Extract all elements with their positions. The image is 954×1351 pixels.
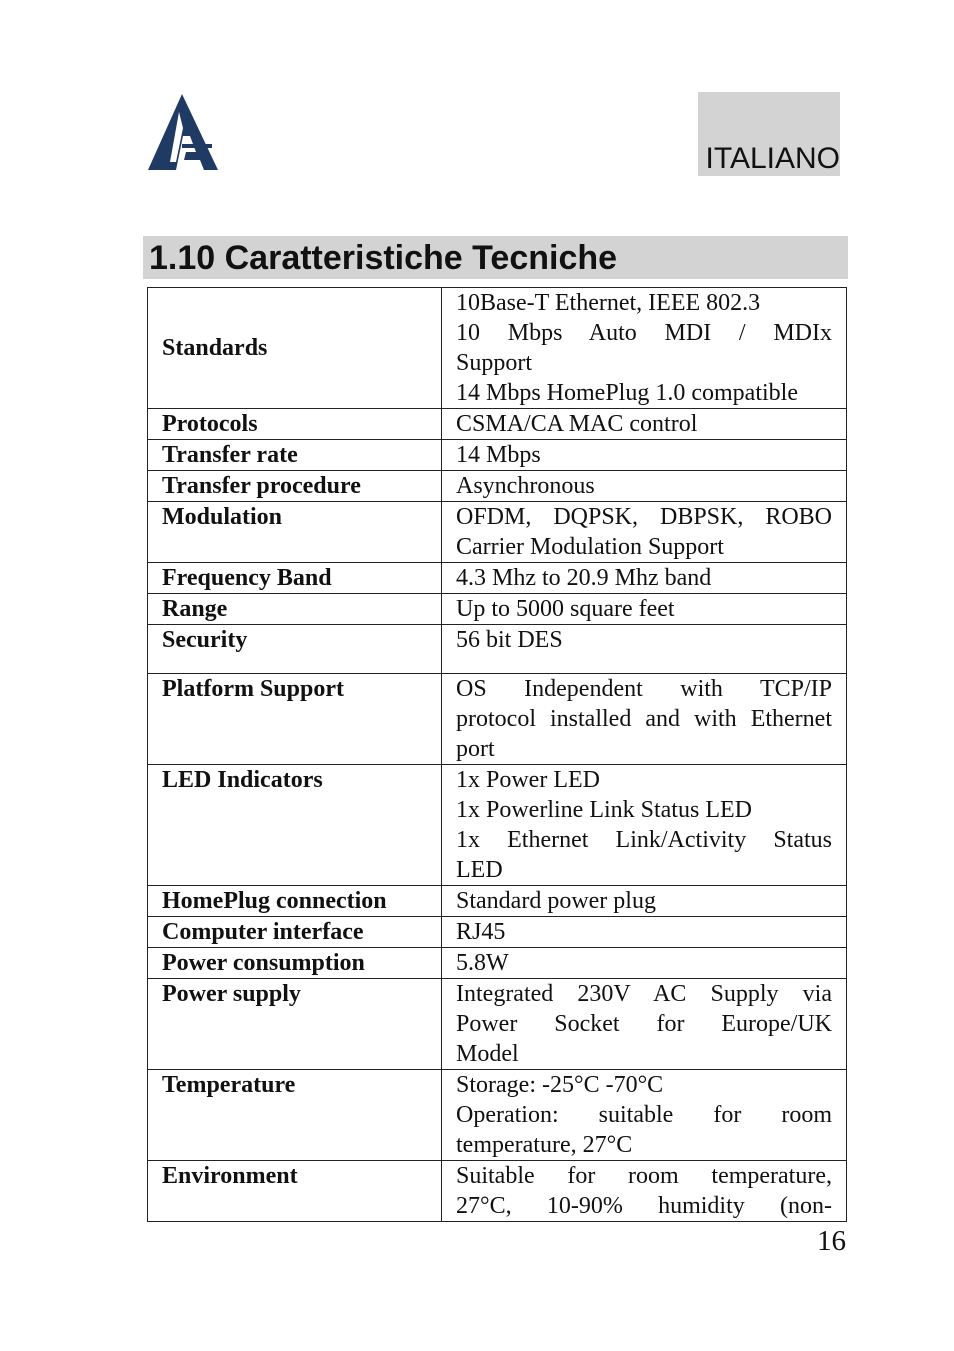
table-row [148,409,847,440]
spec-value-line: 1x Ethernet Link/Activity Status [456,827,832,853]
spec-value [442,917,847,948]
spec-value-line: 4.3 Mhz to 20.9 Mhz band [456,565,712,591]
spec-value [442,594,847,625]
spec-value-line: Support [456,350,533,376]
spec-value [442,625,847,674]
spec-value [442,886,847,917]
spec-value [442,1070,847,1161]
page-number: 16 [817,1225,846,1257]
table-row [148,979,847,1070]
spec-label: Transfer rate [148,440,442,471]
spec-value-line: temperature, 27°C [456,1132,633,1158]
spec-value-line: Suitable for room temperature, [456,1163,832,1189]
spec-label: Power supply [148,979,442,1070]
spec-value [442,674,847,765]
spec-value [442,502,847,563]
section-title: 1.10 Caratteristiche Tecniche [149,239,618,277]
table-row [148,1070,847,1161]
spec-label: Standards [148,288,442,409]
spec-value-line: 10Base-T Ethernet, IEEE 802.3 [456,290,761,316]
spec-value-line: 56 bit DES [456,627,563,653]
spec-value-line: Asynchronous [456,473,595,499]
spec-label: Environment [148,1161,442,1222]
language-tab [698,92,840,176]
table-row [148,625,847,674]
spec-label: HomePlug connection [148,886,442,917]
spec-label: Range [148,594,442,625]
spec-label: Frequency Band [148,563,442,594]
spec-value-line: Model [456,1041,519,1067]
spec-value-line: 27°C, 10-90% humidity (non- [456,1193,832,1219]
spec-value-line: Integrated 230V AC Supply via [456,981,832,1007]
spec-label: LED Indicators [148,765,442,886]
spec-value [442,563,847,594]
spec-label: Temperature [148,1070,442,1161]
table-row [148,886,847,917]
table-row [148,471,847,502]
spec-value-line: 5.8W [456,950,509,976]
spec-value [442,979,847,1070]
spec-value [442,440,847,471]
spec-value [442,471,847,502]
spec-value-line: port [456,736,495,762]
spec-value-line: 1x Powerline Link Status LED [456,797,752,823]
table-row [148,948,847,979]
spec-value [442,1161,847,1222]
spec-value-line: Standard power plug [456,888,656,914]
spec-value-line: protocol installed and with Ethernet [456,706,832,732]
table-row [148,765,847,886]
table-row [148,288,847,409]
spec-label: Computer interface [148,917,442,948]
spec-label: Transfer procedure [148,471,442,502]
spec-value-line: Up to 5000 square feet [456,596,675,622]
table-row [148,563,847,594]
spec-value [442,409,847,440]
spec-label: Platform Support [148,674,442,765]
language-label: ITALIANO [705,142,840,175]
spec-value-line: Power Socket for Europe/UK [456,1011,832,1037]
table-row [148,502,847,563]
table-row [148,594,847,625]
spec-value-line: 1x Power LED [456,767,600,793]
table-row [148,1161,847,1222]
spec-value-line: 14 Mbps [456,442,541,468]
spec-value-line: OS Independent with TCP/IP [456,676,832,702]
table-row [148,674,847,765]
spec-value-line: 14 Mbps HomePlug 1.0 compatible [456,380,798,406]
spec-label: Protocols [148,409,442,440]
company-logo [146,92,220,172]
spec-value-line: Carrier Modulation Support [456,534,724,560]
spec-value [442,288,847,409]
spec-value-line: Storage: -25°C -70°C [456,1072,664,1098]
spec-value-line: Operation: suitable for room [456,1102,832,1128]
spec-label: Modulation [148,502,442,563]
spec-value-line: OFDM, DQPSK, DBPSK, ROBO [456,504,832,530]
spec-label: Security [148,625,442,674]
specs-table [147,287,847,1222]
spec-value [442,948,847,979]
spec-value-line: LED [456,857,503,883]
table-row [148,917,847,948]
section-header [143,236,848,279]
spec-value-line: CSMA/CA MAC control [456,411,698,437]
spec-label: Power consumption [148,948,442,979]
spec-value-line: 10 Mbps Auto MDI / MDIx [456,320,832,346]
spec-value-line: RJ45 [456,919,506,945]
table-row [148,440,847,471]
spec-value [442,765,847,886]
